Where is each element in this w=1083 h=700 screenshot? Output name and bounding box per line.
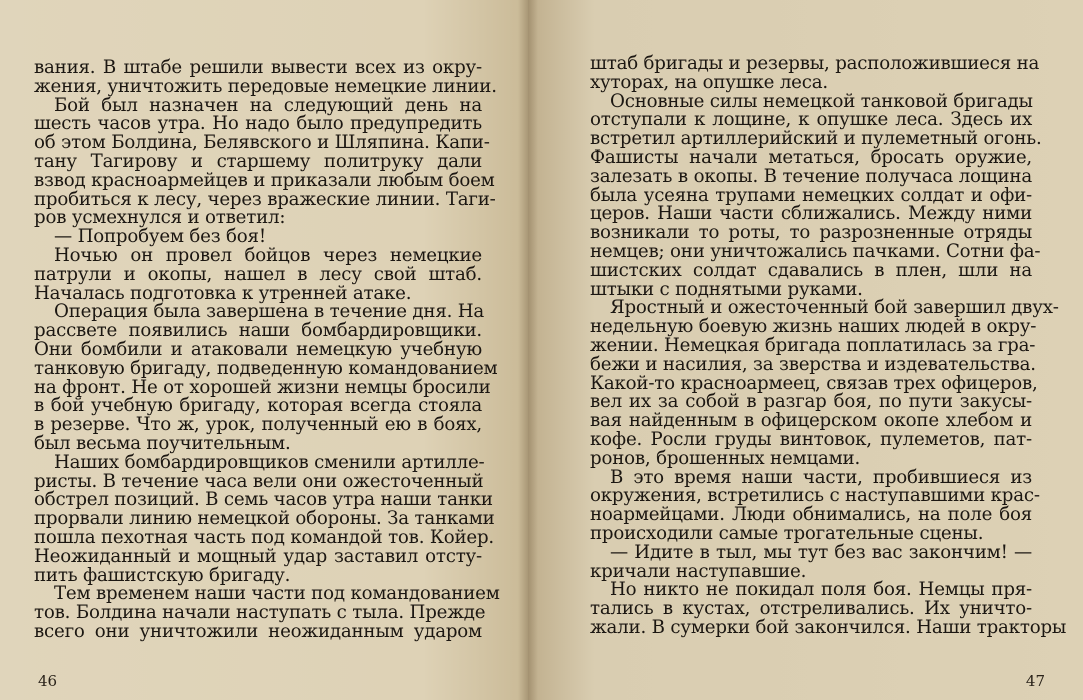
text-line: штыки с поднятыми руками.	[590, 278, 863, 300]
text-line: тану Тагирову и старшему политруку дали	[34, 150, 482, 172]
text-line: немцев; они уничтожались пачками. Сотни фа-	[590, 240, 1041, 262]
text-line: вая найденным в офицерском окопе хлебом и	[590, 410, 1032, 432]
text-line: об этом Болдина, Белявского и Шляпина. Капи-	[34, 132, 490, 154]
text-line: — Идите в тыл, мы тут без вас закончим! —	[610, 541, 1032, 563]
text-line: ноармейцами. Люди обнимались, на поле боя	[590, 504, 1032, 526]
text-line: окружения, встретились с наступавшими крас-	[590, 485, 1040, 507]
text-line: церов. Наши части сближались. Между ними	[590, 203, 1032, 225]
text-line: жении. Немецкая бригада поплатилась за гра-	[590, 334, 1036, 356]
text-line: возникали то роты, то разрозненные отряды	[590, 222, 1032, 244]
text-line: Яростный и ожесточенный бой завершил двух-	[610, 297, 1059, 319]
text-line: шесть часов утра. Но надо было предупредить	[34, 113, 482, 135]
text-line: отступали к лощине, к опушке леса. Здесь их	[590, 109, 1032, 131]
text-line: обстрел позиций. В семь часов утра наши танки	[34, 489, 493, 511]
text-line: тались в кустах, отстреливались. Их уничто-	[590, 598, 1032, 620]
text-line: Началась подготовка к утренней атаке.	[34, 282, 412, 304]
text-line: был весьма поучительным.	[34, 432, 291, 454]
text-line: Фашисты начали метаться, бросать оружие,	[590, 146, 1032, 168]
left-page	[0, 0, 528, 700]
left-page-number: 46	[38, 672, 58, 690]
text-line: рассвете появились наши бомбардировщики.	[34, 320, 482, 342]
text-line: пробиться к лесу, через вражеские линии. Таги-	[34, 188, 496, 210]
left-page-text	[34, 57, 500, 642]
text-line: Неожиданный и мощный удар заставил отсту-	[34, 545, 482, 567]
text-line: тов. Болдина начали наступать с тыла. Прежде	[34, 602, 486, 624]
text-line: залезать в окопы. В течение получаса лощина	[590, 165, 1032, 187]
text-line: кофе. Росли груды винтовок, пулеметов, пат-	[590, 428, 1032, 450]
text-line: в бой учебную бригаду, которая всегда стояла	[34, 395, 482, 417]
text-line: штаб бригады и резервы, расположившиеся на	[590, 53, 1040, 74]
text-line: — Попробуем без боя!	[54, 226, 266, 248]
right-page-number: 47	[1025, 672, 1045, 690]
right-page	[528, 0, 1083, 700]
text-line: хуторах, на опушке леса.	[590, 71, 828, 93]
text-line: бежи и насилия, за зверства и издевательства.	[590, 353, 1036, 375]
text-line: прорвали линию немецкой обороны. За танками	[34, 508, 495, 530]
text-line: ров усмехнулся и ответил:	[34, 207, 286, 229]
text-line: патрули и окопы, нашел в лесу свой штаб.	[34, 263, 482, 285]
text-line: встретил артиллерийский и пулеметный огонь.	[590, 128, 1042, 150]
text-line: Тем временем наши части под командованием	[54, 583, 500, 605]
text-line: танковую бригаду, подведенную командованием	[34, 357, 498, 379]
text-line: Они бомбили и атаковали немецкую учебную	[34, 338, 482, 360]
text-line: в резерве. Что ж, урок, полученный ею в боях,	[34, 414, 482, 436]
text-line: была усеяна трупами немецких солдат и офи-	[590, 184, 1032, 206]
text-line: Операция была завершена в течение дня. На	[54, 301, 485, 323]
text-line: всего они уничтожили неожиданным ударом	[34, 620, 482, 642]
text-line: вел их за собой в разгар боя, по пути закусы-	[590, 391, 1032, 413]
text-line: пошла пехотная часть под командой тов. Койер.	[34, 526, 495, 548]
text-line: Ночью он провел бойцов через немецкие	[54, 244, 482, 266]
text-line: взвод красноармейцев и приказали любым боем	[34, 169, 495, 191]
book-gutter	[518, 0, 538, 700]
right-page-text	[590, 53, 1067, 638]
text-line: недельную боевую жизнь наших людей в окру-	[590, 316, 1037, 338]
text-line: на фронт. Не от хорошей жизни немцы бросили	[34, 376, 491, 398]
text-line: жали. В сумерки бой закончился. Наши тракторы	[590, 616, 1067, 638]
text-line: Наших бомбардировщиков сменили артилле-	[54, 451, 485, 473]
text-line: Бой был назначен на следующий день на	[54, 94, 482, 116]
text-line: ристы. В течение часа вели они ожесточенный	[34, 470, 484, 492]
text-line: кричали наступавшие.	[590, 560, 807, 582]
text-line: жения, уничтожить передовые немецкие линии.	[34, 75, 497, 97]
text-line: Основные силы немецкой танковой бригады	[610, 90, 1033, 112]
text-line: Какой-то красноармеец, связав трех офицеров,	[590, 372, 1038, 394]
text-line: ронов, брошенных немцами.	[590, 447, 861, 469]
text-line: В это время наши части, пробившиеся из	[610, 466, 1032, 488]
text-line: Но никто не покидал поля боя. Немцы пря-	[610, 579, 1032, 601]
text-line: пить фашистскую бригаду.	[34, 564, 291, 586]
text-line: вания. В штабе решили вывести всех из окру-	[34, 57, 482, 78]
text-line: шистских солдат сдавались в плен, шли на	[590, 259, 1032, 281]
text-line: происходили самые трогательные сцены.	[590, 522, 984, 544]
